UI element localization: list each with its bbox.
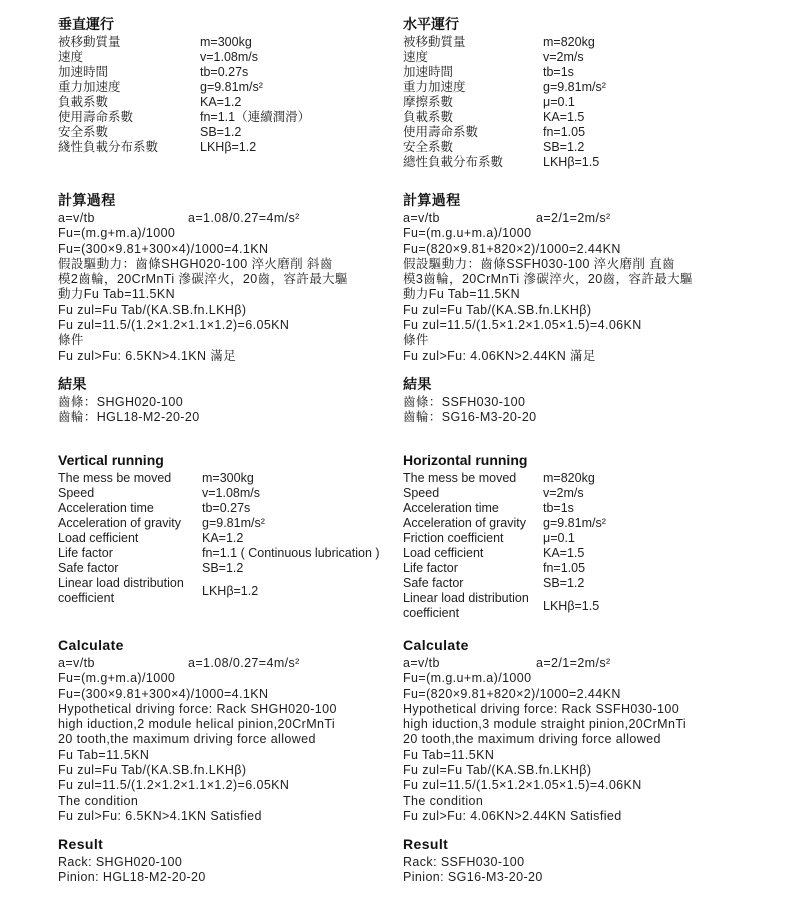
param-value: v=2m/s xyxy=(543,50,584,64)
param-label: 安全系數 xyxy=(403,140,454,154)
param-row xyxy=(403,576,606,591)
param-label: Acceleration of gravity xyxy=(403,516,526,530)
param-row xyxy=(58,531,380,546)
calc-result: a=2/1=2m/s² xyxy=(536,656,611,670)
calc-line: Fu Tab=11.5KN xyxy=(403,747,495,762)
zh-calc-left-title: 計算過程 xyxy=(58,192,116,208)
result-line: Pinion: SG16-M3-20-20 xyxy=(403,870,543,885)
calc-line: Fu zul=Fu Tab/(KA.SB.fn.LKHβ) xyxy=(58,763,247,778)
zh-calc-right-title: 計算過程 xyxy=(403,192,461,208)
param-label: 重力加速度 xyxy=(58,80,121,94)
param-label: Linear load distribution coefficient xyxy=(58,576,184,605)
param-row xyxy=(403,110,606,125)
param-label: 加速時間 xyxy=(403,65,454,79)
param-row xyxy=(58,471,380,486)
zh-result-left-title: 結果 xyxy=(58,376,87,392)
param-label: 使用壽命系數 xyxy=(58,110,134,124)
param-label: 負載系數 xyxy=(403,110,454,124)
param-row xyxy=(403,125,606,140)
param-value: m=300kg xyxy=(202,471,254,485)
calc-line xyxy=(403,656,748,671)
zh-calc-left-section xyxy=(58,190,388,364)
param-label: 總性負載分布系數 xyxy=(403,155,504,169)
param-label: 綫性負載分布系數 xyxy=(58,140,159,154)
result-line: 齒輪：HGL18-M2-20-20 xyxy=(58,410,200,425)
en-result-left-title: Result xyxy=(58,836,104,852)
calc-line: 條件 xyxy=(403,333,429,348)
param-row xyxy=(58,546,380,561)
calc-line: Fu=(m.g.u+m.a)/1000 xyxy=(403,226,532,241)
calc-line: 動力Fu Tab=11.5KN xyxy=(58,287,176,302)
calc-line: Fu zul=11.5/(1.2×1.2×1.1×1.2)=6.05KN xyxy=(58,778,290,793)
param-row xyxy=(403,486,606,501)
result-line: Pinion: HGL18-M2-20-20 xyxy=(58,870,206,885)
en-vertical-section xyxy=(58,450,388,606)
calc-result: a=1.08/0.27=4m/s² xyxy=(188,211,300,225)
param-label: Acceleration time xyxy=(403,501,499,515)
param-value: tb=1s xyxy=(543,65,574,79)
calc-line: Fu=(m.g.u+m.a)/1000 xyxy=(403,671,532,686)
param-row xyxy=(58,110,310,125)
param-row xyxy=(403,561,606,576)
param-row xyxy=(403,95,606,110)
param-value: SB=1.2 xyxy=(200,125,242,139)
param-value: g=9.81m/s² xyxy=(543,516,606,530)
param-row xyxy=(403,531,606,546)
calc-line: The condition xyxy=(58,793,139,808)
param-label: Acceleration time xyxy=(58,501,154,515)
param-value: fn=1.1（連續潤滑） xyxy=(200,110,311,124)
param-label: 速度 xyxy=(403,50,429,64)
param-value: g=9.81m/s² xyxy=(202,516,265,530)
param-row xyxy=(58,576,380,606)
calc-line: Fu=(820×9.81+820×2)/1000=2.44KN xyxy=(403,686,621,701)
calc-line: Hypothetical driving force: Rack SSFH030-100 xyxy=(403,701,680,716)
param-row xyxy=(403,50,606,65)
zh-horizontal-params xyxy=(403,35,606,170)
calc-line: 條件 xyxy=(58,333,84,348)
param-row xyxy=(58,486,380,501)
en-vertical-params xyxy=(58,471,380,606)
calc-result: a=1.08/0.27=4m/s² xyxy=(188,656,300,670)
zh-horizontal-title: 水平運行 xyxy=(403,16,459,32)
en-horizontal-section xyxy=(403,450,748,621)
param-value: μ=0.1 xyxy=(543,531,575,545)
calc-formula: a=v/tb xyxy=(403,211,440,225)
param-value: KA=1.5 xyxy=(543,110,585,124)
calc-line: Fu zul=Fu Tab/(KA.SB.fn.LKHβ) xyxy=(58,302,247,317)
param-label: Linear load distribution coefficient xyxy=(403,591,529,620)
en-result-right-title: Result xyxy=(403,836,449,852)
en-calc-right-title: Calculate xyxy=(403,637,469,653)
zh-vertical-params xyxy=(58,35,310,155)
calc-line: 假設驅動力：齒條SHGH020-100 淬火磨削 斜齒 xyxy=(58,256,333,271)
en-vertical-title: Vertical running xyxy=(58,452,164,468)
en-calc-left-section xyxy=(58,635,388,824)
param-label: Safe factor xyxy=(58,561,119,575)
param-label: The mess be moved xyxy=(403,471,517,485)
param-value: tb=1s xyxy=(543,501,574,515)
calc-line: high iduction,2 module helical pinion,20CrMnTi xyxy=(58,717,336,732)
param-label: 速度 xyxy=(58,50,84,64)
param-value: KA=1.5 xyxy=(543,546,585,560)
param-value: tb=0.27s xyxy=(200,65,249,79)
param-label: Acceleration of gravity xyxy=(58,516,181,530)
calc-line: Fu=(300×9.81+300×4)/1000=4.1KN xyxy=(58,241,269,256)
param-row xyxy=(58,125,310,140)
calc-line: Hypothetical driving force: Rack SHGH020-100 xyxy=(58,701,337,716)
calc-line xyxy=(58,211,388,226)
zh-horizontal-section xyxy=(403,14,748,170)
calc-formula: a=v/tb xyxy=(403,656,440,670)
calc-line: The condition xyxy=(403,793,484,808)
param-row xyxy=(58,35,310,50)
calc-line: 動力Fu Tab=11.5KN xyxy=(403,287,521,302)
calc-formula: a=v/tb xyxy=(58,656,95,670)
param-row xyxy=(58,516,380,531)
param-value: g=9.81m/s² xyxy=(200,80,263,94)
param-label: 加速時間 xyxy=(58,65,109,79)
param-row xyxy=(403,471,606,486)
param-value: LKHβ=1.2 xyxy=(202,583,259,598)
calc-line: Fu zul>Fu: 6.5KN>4.1KN Satisfied xyxy=(58,808,262,823)
param-value: LKHβ=1.5 xyxy=(543,155,600,169)
param-label: 重力加速度 xyxy=(403,80,466,94)
param-row xyxy=(58,65,310,80)
en-result-right-section xyxy=(403,834,748,886)
param-value: g=9.81m/s² xyxy=(543,80,606,94)
param-value: v=1.08m/s xyxy=(200,50,259,64)
param-row xyxy=(403,80,606,95)
calc-line: Fu zul=Fu Tab/(KA.SB.fn.LKHβ) xyxy=(403,302,592,317)
param-label: Life factor xyxy=(403,561,458,575)
param-value: tb=0.27s xyxy=(202,501,251,515)
calc-result: a=2/1=2m/s² xyxy=(536,211,611,225)
param-value: KA=1.2 xyxy=(202,531,244,545)
calc-line: Fu=(m.g+m.a)/1000 xyxy=(58,671,176,686)
param-label: Safe factor xyxy=(403,576,464,590)
en-horizontal-params xyxy=(403,471,606,621)
calc-line: 20 tooth,the maximum driving force allowed xyxy=(403,732,661,747)
result-line: Rack: SHGH020-100 xyxy=(58,855,183,869)
param-value: LKHβ=1.2 xyxy=(200,140,257,154)
calc-line xyxy=(58,656,388,671)
calc-line: 假設驅動力：齒條SSFH030-100 淬火磨削 直齒 xyxy=(403,256,675,271)
calc-line: Fu zul=Fu Tab/(KA.SB.fn.LKHβ) xyxy=(403,763,592,778)
calc-line: Fu=(300×9.81+300×4)/1000=4.1KN xyxy=(58,686,269,701)
param-value: m=820kg xyxy=(543,35,595,49)
param-value: SB=1.2 xyxy=(543,576,585,590)
calc-line: 模3齒輪，20CrMnTi 滲碳淬火，20齒，容許最大驅 xyxy=(403,272,693,287)
param-row xyxy=(58,561,380,576)
zh-result-left-section xyxy=(58,374,388,426)
zh-vertical-title: 垂直運行 xyxy=(58,16,114,32)
zh-result-right-title: 結果 xyxy=(403,376,432,392)
result-line: Rack: SSFH030-100 xyxy=(403,855,525,869)
en-calc-left-title: Calculate xyxy=(58,637,124,653)
param-row xyxy=(403,546,606,561)
param-label: 使用壽命系數 xyxy=(403,125,479,139)
param-row xyxy=(403,516,606,531)
param-row xyxy=(58,140,310,155)
param-label: Friction coefficient xyxy=(403,531,504,545)
param-value: μ=0.1 xyxy=(543,95,575,109)
param-label: 摩擦系數 xyxy=(403,95,454,109)
param-row xyxy=(58,80,310,95)
calc-line: Fu zul=11.5/(1.5×1.2×1.05×1.5)=4.06KN xyxy=(403,318,642,333)
zh-vertical-section xyxy=(58,14,388,155)
param-row xyxy=(403,501,606,516)
calc-line: Fu zul=11.5/(1.5×1.2×1.05×1.5)=4.06KN xyxy=(403,778,642,793)
result-line: 齒條：SSFH030-100 xyxy=(403,395,526,409)
param-row xyxy=(58,501,380,516)
param-row xyxy=(58,50,310,65)
param-value: v=2m/s xyxy=(543,486,584,500)
param-label: The mess be moved xyxy=(58,471,172,485)
en-calc-right-section xyxy=(403,635,748,824)
calc-formula: a=v/tb xyxy=(58,211,95,225)
param-label: 安全系數 xyxy=(58,125,109,139)
param-value: m=300kg xyxy=(200,35,252,49)
param-row xyxy=(403,140,606,155)
param-label: 被移動質量 xyxy=(58,35,121,49)
calc-line xyxy=(403,211,748,226)
calc-line: Fu zul>Fu: 4.06KN>2.44KN 滿足 xyxy=(403,348,596,363)
zh-calc-right-section xyxy=(403,190,748,364)
calc-line: Fu=(820×9.81+820×2)/1000=2.44KN xyxy=(403,241,621,256)
en-horizontal-title: Horizontal running xyxy=(403,452,528,468)
param-label: 負載系數 xyxy=(58,95,109,109)
param-label: Speed xyxy=(403,486,440,500)
param-label: Load cefficient xyxy=(403,546,484,560)
param-value: SB=1.2 xyxy=(543,140,585,154)
result-line: 齒條：SHGH020-100 xyxy=(58,395,184,409)
result-line: 齒輪：SG16-M3-20-20 xyxy=(403,410,537,425)
param-value: v=1.08m/s xyxy=(202,486,261,500)
param-label: Load cefficient xyxy=(58,531,139,545)
param-value: m=820kg xyxy=(543,471,595,485)
param-value: SB=1.2 xyxy=(202,561,244,575)
param-value: LKHβ=1.5 xyxy=(543,598,600,613)
param-row xyxy=(403,155,606,170)
param-row xyxy=(58,95,310,110)
param-value: fn=1.05 xyxy=(543,125,586,139)
calc-line: 20 tooth,the maximum driving force allowed xyxy=(58,732,316,747)
calc-line: high iduction,3 module straight pinion,20CrMnTi xyxy=(403,717,687,732)
calc-line: Fu zul>Fu: 6.5KN>4.1KN 滿足 xyxy=(58,348,237,363)
en-result-left-section xyxy=(58,834,388,886)
calc-line: Fu zul=11.5/(1.2×1.2×1.1×1.2)=6.05KN xyxy=(58,318,290,333)
param-value: KA=1.2 xyxy=(200,95,242,109)
param-value: fn=1.05 xyxy=(543,561,586,575)
calc-line: Fu Tab=11.5KN xyxy=(58,747,150,762)
param-label: Life factor xyxy=(58,546,113,560)
param-row xyxy=(403,65,606,80)
calc-line: Fu=(m.g+m.a)/1000 xyxy=(58,226,176,241)
param-row xyxy=(403,35,606,50)
calc-line: Fu zul>Fu: 4.06KN>2.44KN Satisfied xyxy=(403,808,622,823)
param-label: 被移動質量 xyxy=(403,35,466,49)
param-row xyxy=(403,591,606,621)
calc-line: 模2齒輪，20CrMnTi 滲碳淬火，20齒，容許最大驅 xyxy=(58,272,348,287)
zh-result-right-section xyxy=(403,374,748,426)
param-label: Speed xyxy=(58,486,95,500)
param-value: fn=1.1 ( Continuous lubrication ) xyxy=(202,546,380,560)
